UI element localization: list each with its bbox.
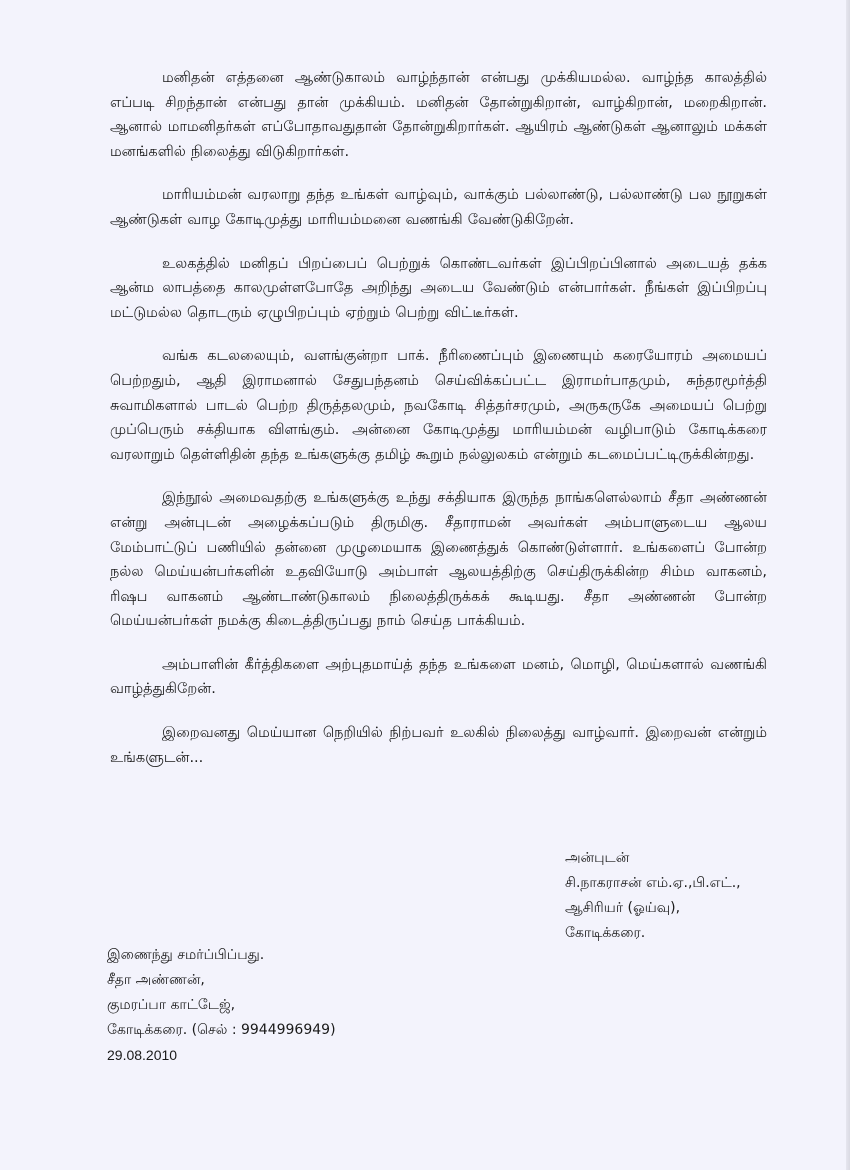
page-edge: [846, 0, 850, 1170]
address-block: [107, 943, 507, 1068]
paragraph-2: மாரியம்மன் வரலாறு தந்த உங்கள் வாழ்வும், வாக்கும் பல்லாண்டு, பல்லாண்டு பல நூறுகள் ஆண்டுகள் வாழ கோடிமுத்து மாரியம்மனை வணங்கி வேண்டுகிறேன்.: [110, 187, 767, 228]
signoff-place: கோடிக்கரை.: [565, 925, 646, 941]
address-line-1: இணைந்து சமர்ப்பிப்பது.: [107, 947, 265, 963]
address-line-4: கோடிக்கரை. (செல் : 9944996949): [107, 1022, 336, 1038]
document-date: 29.08.2010: [107, 1047, 178, 1063]
signoff-name: சி.நாகராசன் எம்.ஏ.,பி.எட்.,: [565, 875, 741, 891]
paragraph-1: மனிதன் எத்தனை ஆண்டுகாலம் வாழ்ந்தான் என்பது முக்கியமல்ல. வாழ்ந்த காலத்தில் எப்படி சிறந்தான் என்பது தான் முக்கியம். மனிதன் தோன்றுகிறான், வாழ்கிறான், மறைகிறான். ஆனால் மாமனிதர்கள் எப்போதாவதுதான் தோன்றுகிறார்கள். ஆயிரம் ஆண்டுகள் ஆனாலும் மக்கள் மனங்களில் நிலைத்து விடுகிறார்கள்.: [110, 70, 767, 160]
body-text: [110, 66, 767, 789]
address-line-2: சீதா அண்ணன்,: [107, 972, 205, 988]
signoff-closing: அன்புடன்: [565, 850, 630, 866]
paragraph-3: உலகத்தில் மனிதப் பிறப்பைப் பெற்றுக் கொண்டவர்கள் இப்பிறப்பினால் அடையத் தக்க ஆன்ம லாபத்தை காலமுள்ளபோதே அறிந்து அடைய வேண்டும் என்பார்கள். நீங்கள் இப்பிறப்பு மட்டுமல்ல தொடரும் ஏழுபிறப்பும் ஏற்றும் பெற்று விட்டீர்கள்.: [110, 255, 767, 321]
paragraph-6: அம்பாளின் கீர்த்திகளை அற்புதமாய்த் தந்த உங்களை மனம், மொழி, மெய்களால் வணங்கி வாழ்த்துகிறேன்.: [110, 656, 767, 698]
paragraph-4: வங்க கடலலையும், வளங்குன்றா பாக். நீரிணைப்பும் இணையும் கரையோரம் அமையப் பெற்றதும், ஆதி இராமனால் சேதுபந்தனம் செய்விக்கப்பட்ட இராமர்பாதமும், சுந்தரமூர்த்தி சுவாமிகளால் பாடல் பெற்ற திருத்தலமும், நவகோடி சித்தர்சரமும், அருகருகே அமையப் பெற்று முப்பெரும் சக்தியாக விளங்கும். அன்னை கோடிமுத்து மாரியம்மன் வழிபாடும் கோடிக்கரை வரலாறும் தெள்ளிதின் தந்த உங்களுக்கு தமிழ் கூறும் நல்லுலகம் என்றும் கடமைப்பட்டிருக்கின்றது.: [110, 348, 767, 463]
signature-block: [565, 846, 815, 946]
paragraph-7: இறைவனது மெய்யான நெறியில் நிற்பவர் உலகில் நிலைத்து வாழ்வார். இறைவன் என்றும் உங்களுடன்...: [110, 725, 767, 766]
paragraph-5: இந்நூல் அமைவதற்கு உங்களுக்கு உந்து சக்தியாக இருந்த நாங்களெல்லாம் சீதா அண்ணன் என்று அன்புடன் அழைக்கப்படும் திருமிகு. சீதாராமன் அவர்கள் அம்பாளுடைய ஆலய மேம்பாட்டுப் பணியில் தன்னை முழுமையாக இணைத்துக் கொண்டுள்ளார். உங்களைப் போன்ற நல்ல மெய்யன்பர்களின் உதவியோடு அம்பாள் ஆலயத்திற்கு செய்திருக்கின்ற சிம்ம வாகனம், ரிஷப வாகனம் ஆண்டாண்டுகாலம் நிலைத்திருக்கக் கூடியது. சீதா அண்ணன் போன்ற மெய்யன்பர்கள் நமக்கு கிடைத்திருப்பது நாம் செய்த பாக்கியம்.: [110, 490, 767, 630]
address-line-3: குமரப்பா காட்டேஜ்,: [107, 997, 236, 1013]
signoff-title: ஆசிரியர் (ஓய்வு),: [565, 900, 681, 916]
